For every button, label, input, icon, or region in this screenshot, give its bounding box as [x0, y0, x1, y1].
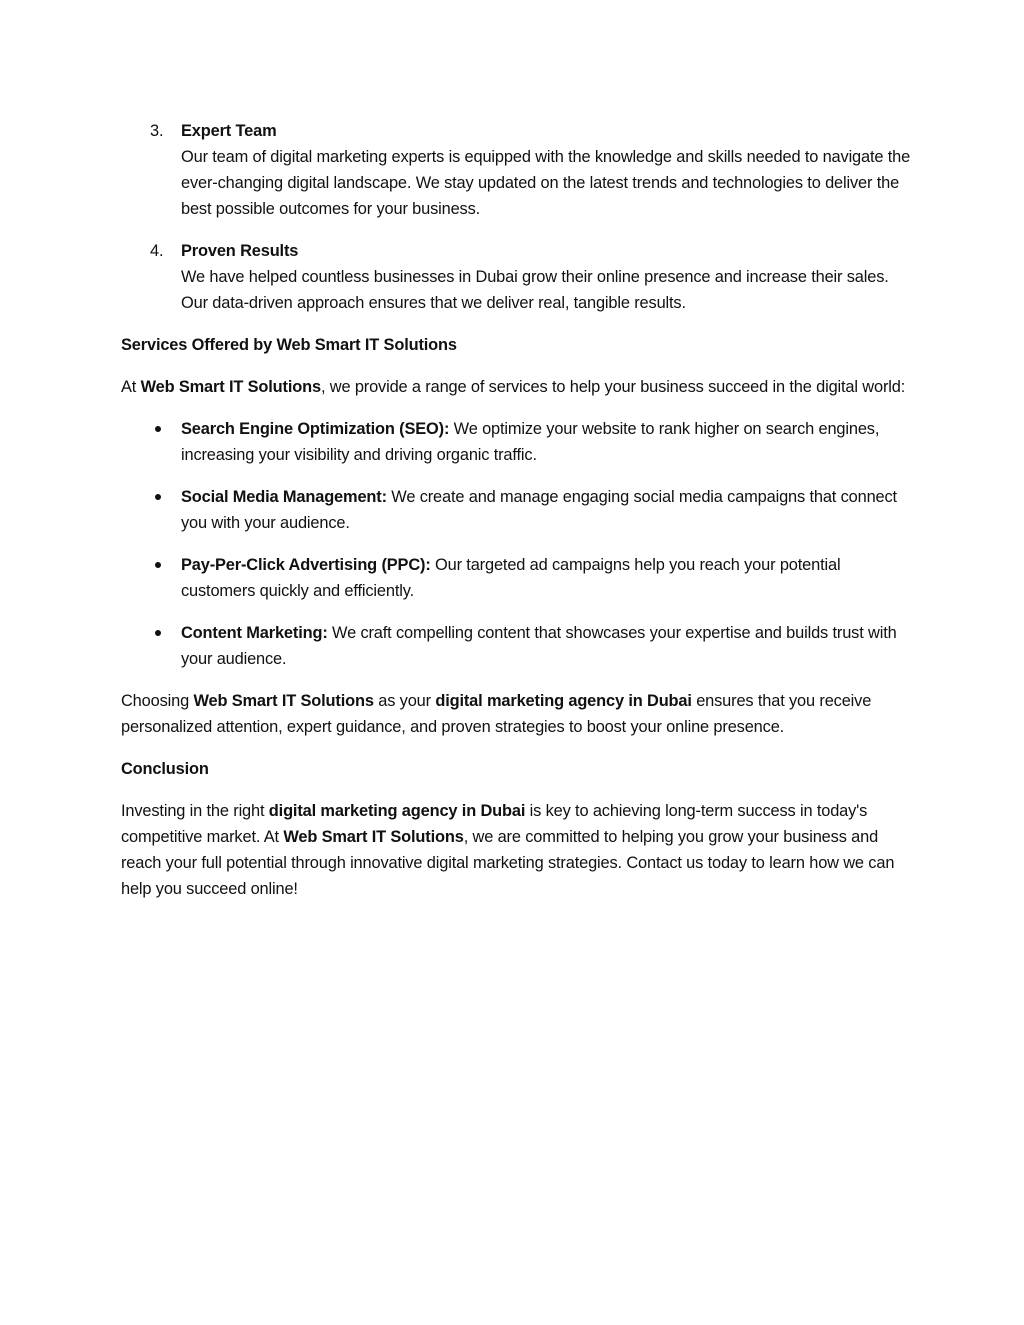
service-label: Social Media Management:	[181, 488, 387, 506]
bullet-icon	[155, 562, 161, 568]
service-text: We craft compelling content that showcases your expertise and builds trust with your audience.	[181, 624, 897, 668]
intro-prefix: At	[121, 378, 141, 396]
text-run: is key to achieving long-term success in today's competitive market. At	[121, 802, 868, 846]
bullet-icon	[155, 494, 161, 500]
service-label: Pay-Per-Click Advertising (PPC):	[181, 556, 431, 574]
text-run: , we are committed to helping you grow your business and reach your full potential through innovative digital marketing strategies. Contact us today to learn how we can help you succeed online!	[121, 828, 895, 898]
item-body: Our team of digital marketing experts is equipped with the knowledge and skills needed to navigate the ever-changing digital landscape. We stay updated on the latest trends and technologies to deliver the best possible outcomes for your business.	[181, 148, 911, 218]
company-name: Web Smart IT Solutions	[283, 828, 464, 846]
numbered-item-proven-results	[121, 238, 911, 316]
item-number: 4.	[150, 242, 164, 260]
list-item-content-marketing	[121, 620, 911, 672]
bullet-icon	[155, 630, 161, 636]
company-name: Web Smart IT Solutions	[193, 692, 374, 710]
item-number: 3.	[150, 122, 164, 140]
keyword-phrase: digital marketing agency in Dubai	[268, 802, 526, 820]
services-list	[121, 416, 911, 672]
list-item-social-media	[121, 484, 911, 536]
text-run: ensures that you receive personalized attention, expert guidance, and proven strategies to boost your online presence.	[121, 692, 872, 736]
intro-suffix: , we provide a range of services to help your business succeed in the digital world:	[320, 378, 906, 396]
service-label: Search Engine Optimization (SEO):	[181, 420, 450, 438]
item-title: Proven Results	[181, 242, 299, 260]
text-run: Investing in the right	[121, 802, 269, 820]
item-body: We have helped countless businesses in Dubai grow their online presence and increase their sales. Our data-driven approach ensures that we deliver real, tangible results.	[181, 268, 889, 312]
text-run: as your	[373, 692, 436, 710]
document-content	[121, 118, 911, 918]
text-run: Choosing	[121, 692, 194, 710]
services-intro	[121, 374, 911, 400]
keyword-phrase: digital marketing agency in Dubai	[435, 692, 692, 710]
list-item-ppc	[121, 552, 911, 604]
list-item-seo	[121, 416, 911, 468]
services-heading: Services Offered by Web Smart IT Solutions	[121, 336, 457, 354]
service-text: Our targeted ad campaigns help you reach your potential customers quickly and efficiently.	[181, 556, 841, 600]
service-label: Content Marketing:	[181, 624, 328, 642]
service-text: We create and manage engaging social media campaigns that connect you with your audience.	[181, 488, 897, 532]
conclusion-heading: Conclusion	[121, 760, 209, 778]
intro-company-name: Web Smart IT Solutions	[140, 378, 321, 396]
service-text: We optimize your website to rank higher on search engines, increasing your visibility and driving organic traffic.	[181, 420, 880, 464]
conclusion-paragraph	[121, 798, 911, 902]
bullet-icon	[155, 426, 161, 432]
item-title: Expert Team	[181, 122, 277, 140]
choosing-paragraph	[121, 688, 911, 740]
numbered-item-expert-team	[121, 118, 911, 222]
